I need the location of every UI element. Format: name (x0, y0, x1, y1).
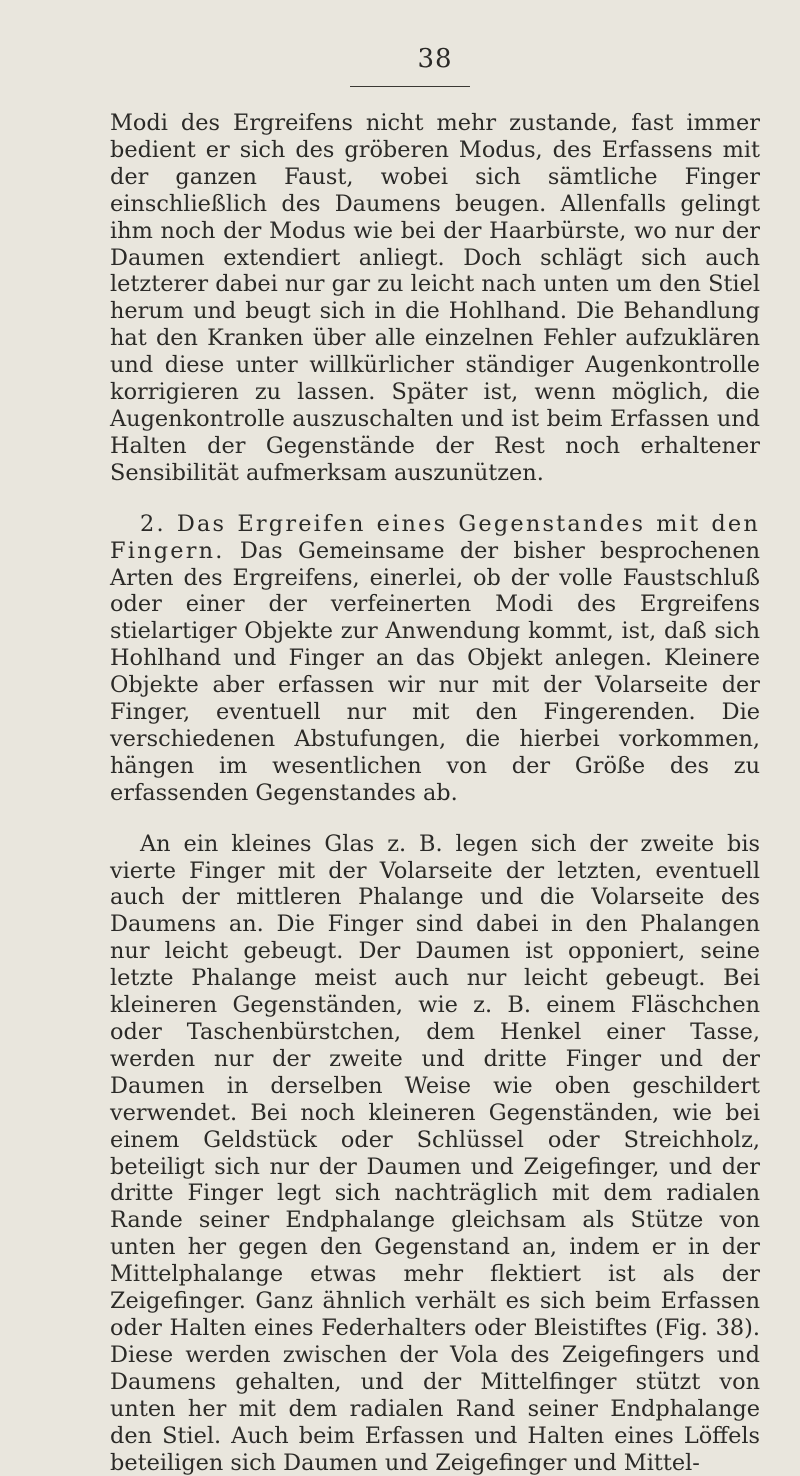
paragraph-2-body: Das Gemeinsame der bisher besprochenen Arten des Ergreifens, einerlei, ob der volle Faustschluß oder einer der verfeinerten Modi des Ergreifens stielartiger Objekte zur Anwendung kommt, ist, daß sich Hohlhand und Finger an das Objekt anlegen. Kleinere Objekte aber erfassen wir nur mit der Volarseite der Finger, eventuell nur mit den Fingerenden. Die verschiedenen Abstufungen, die hierbei vorkommen, hängen im wesentlichen von der Größe des zu erfassenden Gegenstandes ab. (110, 537, 760, 806)
header-rule (350, 86, 470, 87)
paragraph-2 (110, 511, 760, 807)
section-heading: 2. Das Ergreifen eines Gegenstandes mit den Fingern. (110, 510, 760, 564)
paragraph-1: Modi des Ergreifens nicht mehr zustande, fast immer bedient er sich des gröberen Modus, des Erfassens mit der ganzen Faust, wobei sich sämtliche Finger einschließlich des Daumens beugen. Allenfalls gelingt ihm noch der Modus wie bei der Haarbürste, wo nur der Daumen extendiert anliegt. Doch schlägt sich auch letzterer dabei nur gar zu leicht nach unten um den Stiel herum und beugt sich in die Hohlhand. Die Behandlung hat den Kranken über alle einzelnen Fehler aufzuklären und diese unter willkürlicher ständiger Augenkontrolle korrigieren zu lassen. Später ist, wenn möglich, die Augenkontrolle auszuschalten und ist beim Erfassen und Halten der Gegenstände der Rest noch erhaltener Sensibilität aufmerksam auszunützen. (110, 110, 760, 486)
body-text (110, 110, 760, 1476)
paragraph-3: An ein kleines Glas z. B. legen sich der zweite bis vierte Finger mit der Volarseite der letzten, eventuell auch der mittleren Phalange und die Volarseite des Daumens an. Die Finger sind dabei in den Phalangen nur leicht gebeugt. Der Daumen ist opponiert, seine letzte Phalange meist auch nur leicht gebeugt. Bei kleineren Gegenständen, wie z. B. einem Fläschchen oder Taschenbürstchen, dem Henkel einer Tasse, werden nur der zweite und dritte Finger und der Daumen in derselben Weise wie oben geschildert verwendet. Bei noch kleineren Gegenständen, wie bei einem Geldstück oder Schlüssel oder Streichholz, beteiligt sich nur der Daumen und Zeigefinger, und der dritte Finger legt sich nachträglich mit dem radialen Rande seiner Endphalange gleichsam als Stütze von unten her gegen den Gegenstand an, indem er in der Mittelphalange etwas mehr flektiert ist als der Zeigefinger. Ganz ähnlich verhält es sich beim Erfassen oder Halten eines Federhalters oder Bleistiftes (Fig. 38). Diese werden zwischen der Vola des Zeigefingers und Daumens gehalten, und der Mittelfinger stützt von unten her mit dem radialen Rand seiner Endphalange den Stiel. Auch beim Erfassen und Halten eines Löffels beteiligen sich Daumen und Zeigefinger und Mittel- (110, 830, 760, 1476)
page-number: 38 (417, 44, 453, 74)
page-header (110, 0, 760, 80)
